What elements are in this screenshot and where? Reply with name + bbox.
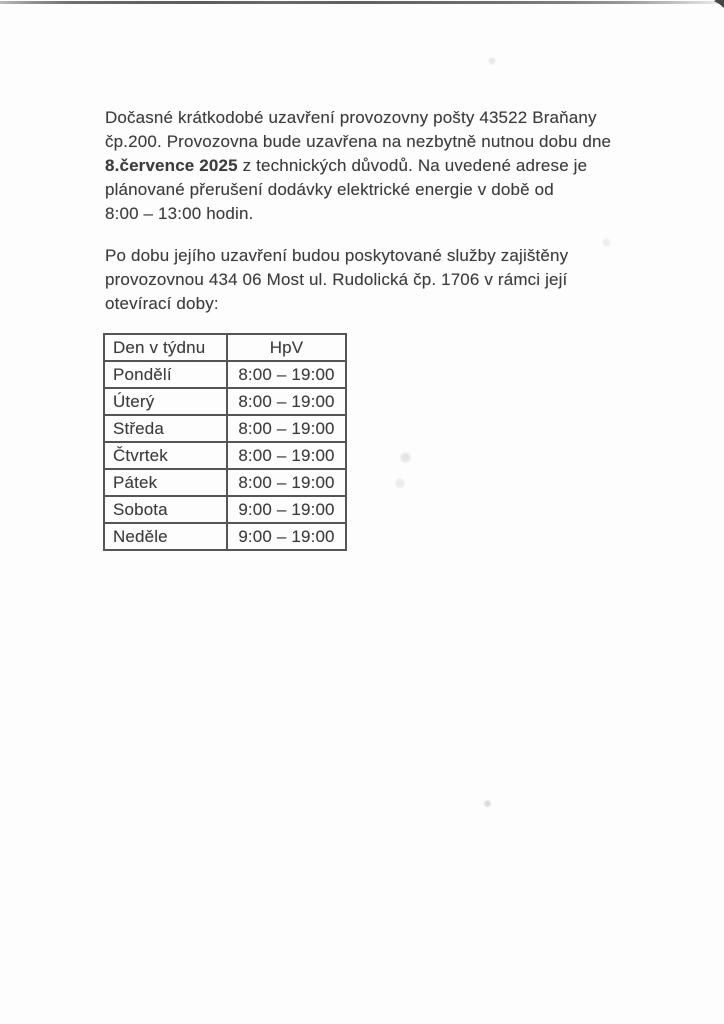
notice-line: 8:00 – 13:00 hodin. bbox=[105, 204, 254, 223]
day-cell: Středa bbox=[104, 415, 227, 442]
scan-speck bbox=[602, 238, 611, 247]
notice-line-rest: z technických důvodů. Na uvedené adrese je bbox=[237, 156, 588, 175]
notice-line: Dočasné krátkodobé uzavření provozovny pošty 43522 Braňany bbox=[105, 108, 597, 127]
hours-cell: 8:00 – 19:00 bbox=[227, 415, 346, 442]
hours-cell: 9:00 – 19:00 bbox=[227, 496, 346, 523]
closure-date: 8.července 2025 bbox=[105, 156, 238, 175]
hours-cell: 8:00 – 19:00 bbox=[227, 442, 346, 469]
day-cell: Neděle bbox=[104, 523, 227, 550]
scan-artifact-top-edge bbox=[0, 1, 724, 4]
notice-line: čp.200. Provozovna bude uzavřena na nezbytně nutnou dobu dne bbox=[105, 132, 612, 151]
day-cell: Pondělí bbox=[104, 361, 227, 388]
table-header-row bbox=[104, 334, 346, 361]
table-row bbox=[104, 415, 346, 442]
table-row bbox=[104, 361, 346, 388]
table-row bbox=[104, 523, 346, 550]
scan-speck bbox=[483, 799, 492, 808]
hours-cell: 8:00 – 19:00 bbox=[227, 469, 346, 496]
table-row bbox=[104, 496, 346, 523]
substitute-office-paragraph bbox=[105, 244, 568, 316]
day-cell: Úterý bbox=[104, 388, 227, 415]
column-header-hpv: HpV bbox=[227, 334, 346, 361]
closure-notice-paragraph bbox=[105, 106, 611, 226]
day-cell: Sobota bbox=[104, 496, 227, 523]
notice-line: otevírací doby: bbox=[105, 294, 219, 313]
day-cell: Čtvrtek bbox=[104, 442, 227, 469]
scan-speck bbox=[399, 451, 412, 464]
table-row bbox=[104, 442, 346, 469]
hours-cell: 8:00 – 19:00 bbox=[227, 388, 346, 415]
notice-line: plánované přerušení dodávky elektrické energie v době od bbox=[105, 180, 554, 199]
scan-speck bbox=[488, 57, 496, 65]
notice-line: provozovnou 434 06 Most ul. Rudolická čp. 1706 v rámci její bbox=[105, 270, 568, 289]
hours-cell: 9:00 – 19:00 bbox=[227, 523, 346, 550]
day-cell: Pátek bbox=[104, 469, 227, 496]
table-row bbox=[104, 388, 346, 415]
scan-artifact-corner-mark bbox=[714, 0, 724, 8]
notice-line: Po dobu jejího uzavření budou poskytované služby zajištěny bbox=[105, 246, 569, 265]
scan-speck bbox=[394, 477, 406, 489]
table-row bbox=[104, 469, 346, 496]
hours-cell: 8:00 – 19:00 bbox=[227, 361, 346, 388]
notice-line bbox=[105, 154, 611, 178]
column-header-day: Den v týdnu bbox=[104, 334, 227, 361]
opening-hours-table bbox=[103, 333, 347, 551]
